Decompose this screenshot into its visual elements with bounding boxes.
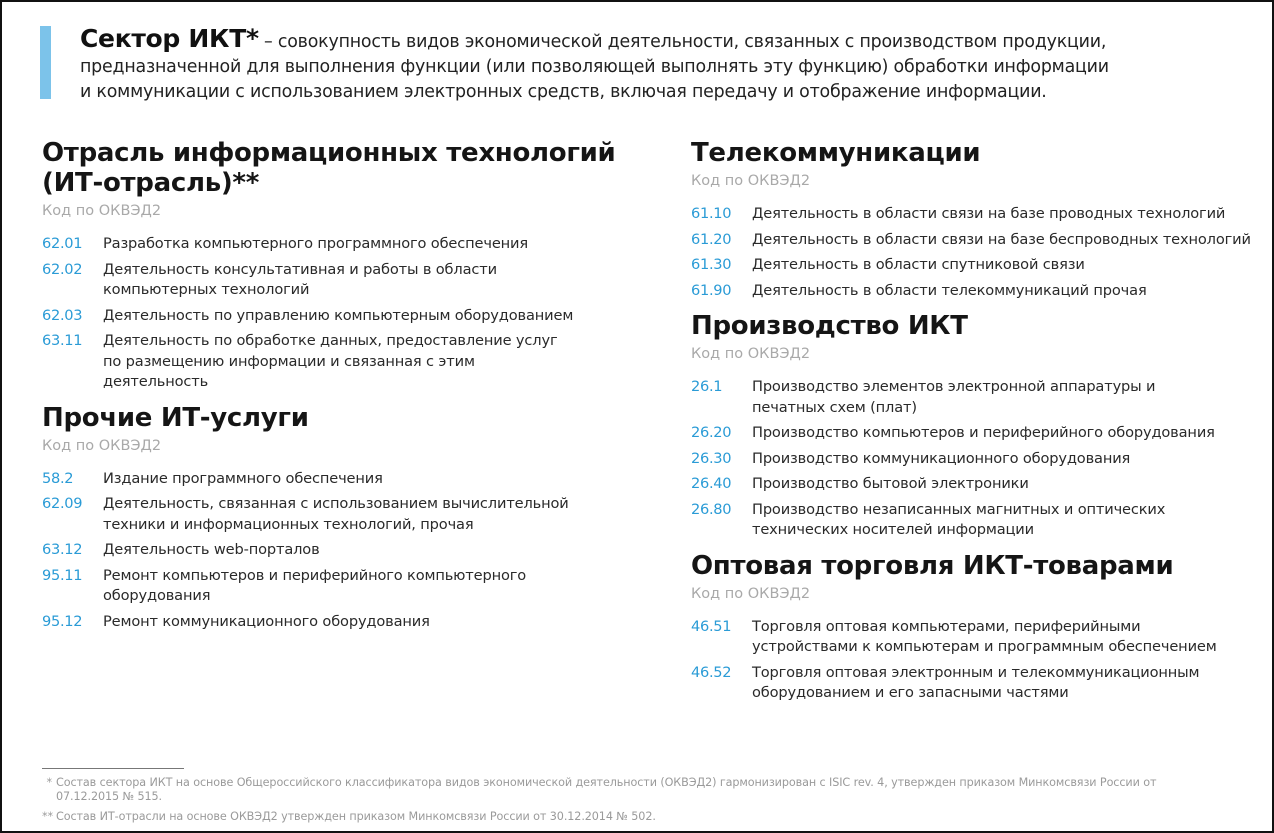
okved-desc: Ремонт компьютеров и периферийного компьютерного оборудования: [103, 566, 527, 604]
footnotes: [42, 768, 1242, 824]
okved-desc: Издание программного обеспечения: [103, 469, 383, 487]
section-it-industry: [42, 138, 642, 393]
section-title: Оптовая торговля ИКТ-товарами: [691, 550, 1174, 581]
list-item: [691, 474, 1271, 495]
list-item: [42, 260, 642, 301]
okved-desc: Производство компьютеров и периферийного оборудования: [752, 424, 1215, 441]
intro-line1: – совокупность видов экономической деятельности, связанных с производством продукции,: [258, 32, 1107, 52]
okved-desc: Производство незаписанных магнитных и оптических технических носителей информации: [752, 500, 1166, 538]
section-subtitle: Код по ОКВЭД2: [42, 203, 162, 219]
section-subtitle: Код по ОКВЭД2: [691, 346, 811, 362]
okved-code: 62.03: [42, 306, 83, 324]
intro-line3: и коммуникации с использованием электронных средств, включая передачу и отображение информации.: [80, 82, 1047, 102]
okved-desc: Деятельность web-порталов: [103, 541, 320, 558]
section-subtitle: Код по ОКВЭД2: [691, 585, 811, 602]
section-ict-wholesale: [691, 551, 1271, 704]
list-item: [42, 331, 642, 393]
section-title: Производство ИКТ: [691, 311, 968, 341]
section-subtitle: Код по ОКВЭД2: [42, 437, 162, 454]
okved-desc: Производство коммуникационного оборудования: [752, 449, 1131, 467]
okved-code: 26.20: [691, 424, 732, 441]
list-item: [691, 663, 1271, 704]
okved-code: 61.10: [691, 205, 732, 222]
intro-line2: предназначенной для выполнения функции (или позволяющей выполнять эту функцию) обработки информации: [80, 57, 1109, 77]
okved-desc: Торговля оптовая компьютерами, периферийными устройствами к компьютерам и программным обеспечением: [752, 617, 1217, 655]
okved-desc: Деятельность в области связи на базе беспроводных технологий: [752, 230, 1251, 248]
footnote-text: Состав ИТ-отрасли на основе ОКВЭД2 утвержден приказом Минкомсвязи России от 30.12.2014 № 502.: [56, 810, 656, 823]
okved-code: 95.11: [42, 566, 83, 584]
okved-code: 62.02: [42, 260, 83, 278]
okved-code: 61.90: [691, 281, 732, 299]
okved-desc: Деятельность в области телекоммуникаций прочая: [752, 281, 1147, 299]
section-subtitle: Код по ОКВЭД2: [691, 173, 811, 189]
okved-desc: Разработка компьютерного программного обеспечения: [103, 235, 529, 252]
list-item: [42, 306, 642, 327]
footnote: [42, 810, 1242, 824]
list-item: [42, 469, 642, 490]
okved-code: 26.40: [691, 475, 732, 492]
okved-code: 63.12: [42, 541, 83, 558]
section-title: Отрасль информационных технологий (ИТ-отрасль)**: [42, 138, 616, 198]
list-item: [42, 540, 642, 561]
list-item: [691, 281, 1271, 302]
okved-desc: Деятельность, связанная с использованием вычислительной техники и информационных технологий, прочая: [103, 495, 569, 533]
list-item: [42, 566, 642, 607]
list-item: [42, 612, 642, 633]
footnote-mark: *: [46, 776, 52, 789]
section-telecom: [691, 138, 1271, 301]
okved-code: 63.11: [42, 332, 83, 349]
okved-code: 26.1: [691, 378, 723, 395]
okved-code: 62.01: [42, 235, 83, 252]
list-item: [691, 449, 1271, 470]
list-item: [42, 234, 642, 255]
footnote-text: Состав сектора ИКТ на основе Общероссийского классификатора видов экономической деятельности (ОКВЭД2) гармонизирован с ISIC rev. 4, утвержден приказом Минкомсвязи России от 07.12.2015 № 515.: [56, 776, 1157, 803]
okved-desc: Ремонт коммуникационного оборудования: [103, 612, 430, 630]
accent-bar: [40, 26, 51, 99]
okved-desc: Деятельность в области спутниковой связи: [752, 256, 1085, 273]
intro-lead: Сектор ИКТ*: [80, 24, 259, 53]
right-column: [691, 138, 1271, 709]
okved-desc: Деятельность консультативная и работы в области компьютерных технологий: [103, 260, 497, 298]
list-item: [691, 617, 1271, 658]
list-item: [42, 494, 642, 535]
left-column: [42, 138, 642, 637]
footnote-divider: [42, 768, 184, 769]
footnote: [42, 776, 1242, 804]
okved-code: 46.51: [691, 617, 732, 635]
okved-code: 61.20: [691, 230, 732, 248]
list-item: [691, 377, 1271, 418]
list-item: [691, 230, 1271, 251]
okved-code: 26.30: [691, 449, 732, 467]
okved-desc: Деятельность в области связи на базе проводных технологий: [752, 205, 1226, 222]
okved-code: 95.12: [42, 612, 83, 630]
okved-desc: Производство элементов электронной аппаратуры и печатных схем (плат): [752, 378, 1156, 416]
okved-code: 61.30: [691, 256, 732, 273]
section-other-it-services: [42, 403, 642, 633]
okved-code: 46.52: [691, 663, 732, 681]
okved-desc: Деятельность по обработке данных, предоставление услуг по размещению информации и связанная с этим деятельность: [103, 332, 558, 390]
list-item: [691, 255, 1271, 276]
footnote-mark: **: [42, 810, 53, 823]
list-item: [691, 423, 1271, 444]
okved-desc: Деятельность по управлению компьютерным оборудованием: [103, 306, 574, 324]
section-title: Телекоммуникации: [691, 138, 981, 168]
section-ict-manufacturing: [691, 311, 1271, 541]
section-title: Прочие ИТ-услуги: [42, 402, 309, 433]
list-item: [691, 204, 1271, 225]
okved-desc: Торговля оптовая электронным и телекоммуникационным оборудованием и его запасными частями: [752, 663, 1200, 701]
intro-text: [80, 26, 1200, 105]
okved-code: 62.09: [42, 495, 83, 512]
okved-code: 58.2: [42, 469, 74, 487]
okved-desc: Производство бытовой электроники: [752, 475, 1029, 492]
list-item: [691, 500, 1271, 541]
okved-code: 26.80: [691, 500, 732, 518]
